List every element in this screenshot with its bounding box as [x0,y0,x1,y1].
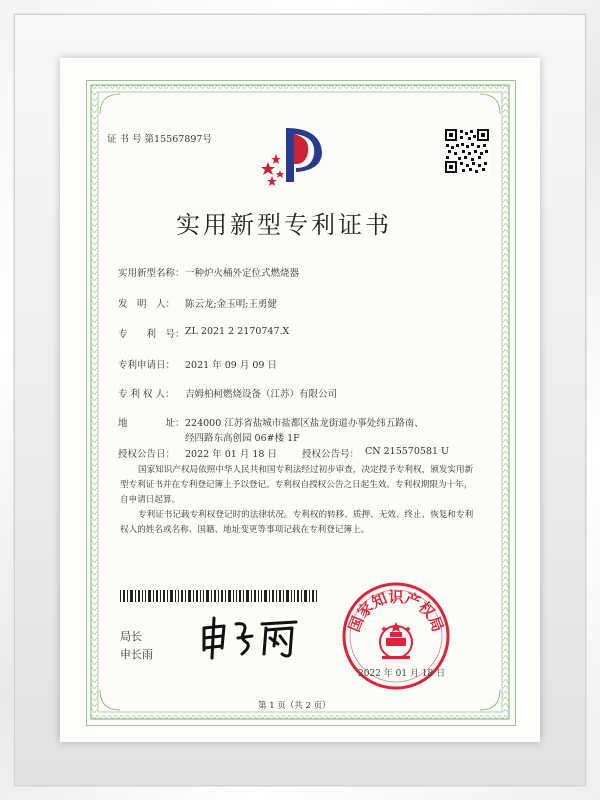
field-value-inventor: 陈云龙;金玉明;王勇健 [185,299,277,310]
seal-text: 国家知识产权局 [344,588,448,635]
field-value-address-line1: 224000 江苏省盐城市盐都区盐龙街道办事处纬五路南、 [185,418,424,429]
statement-paragraph-2: 专利证书记载专利权登记时的法律状况。专利权的转移、质押、无效、终止、恢复和专利权人的姓名或名称、国籍、地址变更等事项记载在专利登记簿上。 [120,510,474,535]
cnipa-logo-icon [258,122,328,192]
field-label-grant-date: 授权公告日： [118,449,176,460]
field-value-grant-date: 2022 年 01 月 18 日 [185,449,277,460]
field-label-inventor: 发 明 人： [118,299,176,310]
director-signature [196,614,308,662]
certificate-number: 证 书 号 第15567897号 [107,134,212,145]
field-label-filing-date: 专利申请日： [118,360,176,371]
director-title: 局长 [120,630,142,643]
statement-paragraph-1: 国家知识产权局依照中华人民共和国专利法经过初步审查，决定授予专利权，颁发实用新型专利证书并在专利登记簿上予以登记。专利权自授权公告之日起生效。专利权期限为十年，自申请日起算。 [120,465,474,505]
certificate-title: 实用新型专利证书 [176,211,392,239]
field-value-name: 一种炉火桶外定位式燃烧器 [185,268,300,279]
page-footer: 第 1 页（共 2 页） [258,701,331,711]
field-label-grant-no: 授权公告号： [302,449,360,460]
field-value-patentee: 吉姆柏柯燃烧设备（江苏）有限公司 [185,389,338,400]
director-name: 申长雨 [120,648,153,661]
field-label-patent-no: 专 利 号： [118,329,185,340]
field-label-address: 地 址： [118,418,185,429]
barcode-icon [120,590,320,602]
field-value-address-line2: 经四路东高创园 06#楼 1F [185,433,300,444]
qr-code-icon [444,128,490,174]
field-label-patentee: 专 利 权 人： [118,389,175,400]
field-label-name: 实用新型名称： [118,268,185,279]
seal-date: 2022 年 01 月 18 日 [358,669,446,679]
field-value-filing-date: 2021 年 09 月 09 日 [185,360,277,371]
field-value-patent-no: ZL 2021 2 2170747.X [185,326,290,337]
field-value-grant-no: CN 215570581 U [365,446,450,457]
